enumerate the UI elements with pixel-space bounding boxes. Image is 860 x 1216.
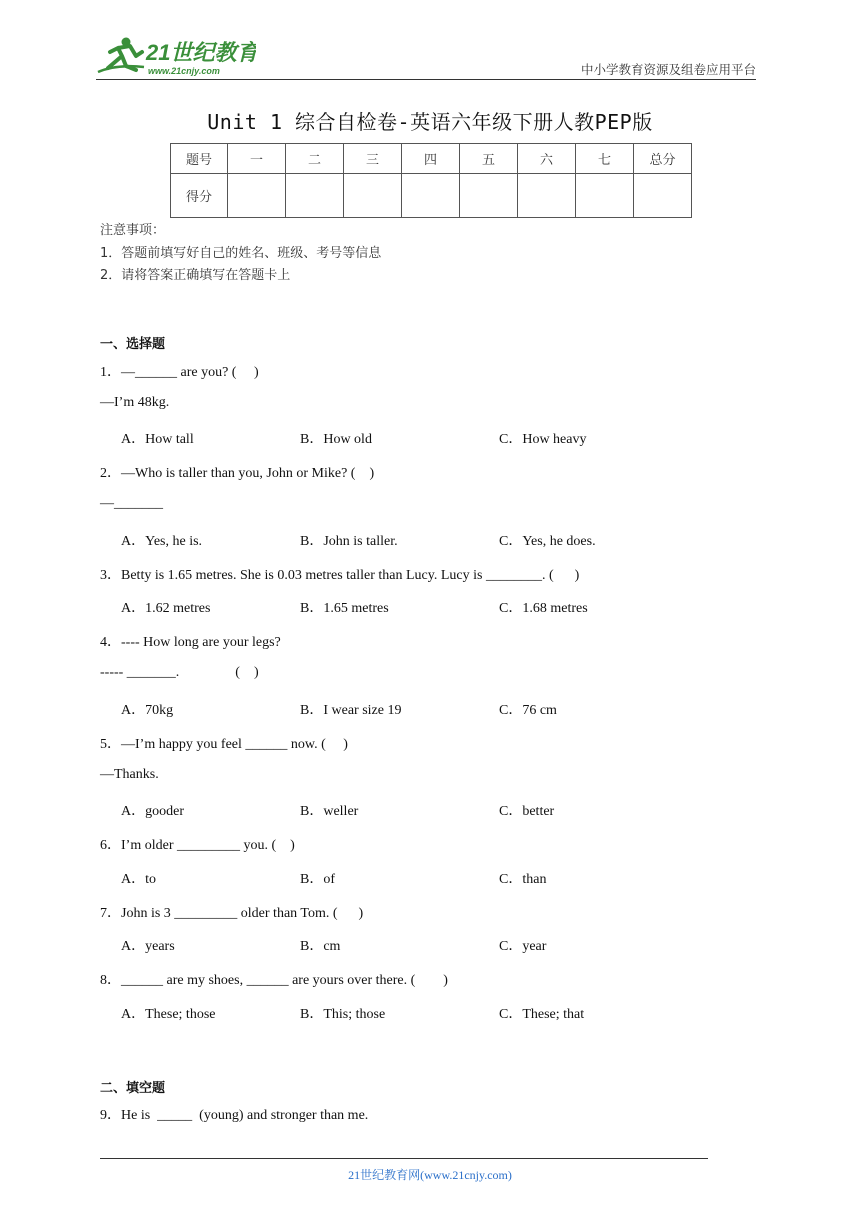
score-cell: 七 — [576, 144, 634, 174]
runner-icon — [98, 38, 144, 73]
score-input-cell[interactable] — [518, 174, 576, 218]
option-c[interactable]: C．These; that — [499, 1007, 585, 1022]
section-title-choice: 一、选择题 — [100, 337, 166, 352]
question-line: 7．John is 3 _________ older than Tom. ( ) — [100, 906, 364, 921]
logo-text: 21世纪教育 — [146, 40, 256, 65]
score-input-cell[interactable] — [634, 174, 692, 218]
site-logo — [96, 34, 256, 80]
question-line: 4．---- How long are your legs? — [100, 635, 281, 650]
option-a[interactable]: A．70kg — [121, 703, 174, 718]
option-c[interactable]: C．year — [499, 939, 547, 954]
footer-link[interactable]: 21世纪教育网(www.21cnjy.com) — [348, 1168, 512, 1182]
notes — [100, 220, 381, 288]
option-b[interactable]: B．of — [300, 872, 335, 887]
question-line: —I’m 48kg. — [100, 395, 170, 410]
score-input-cell[interactable] — [402, 174, 460, 218]
question-line: 1．—______ are you? ( ) — [100, 365, 259, 380]
option-b[interactable]: B．John is taller. — [300, 534, 398, 549]
score-cell: 四 — [402, 144, 460, 174]
question-line: 2．—Who is taller than you, John or Mike? ( ) — [100, 466, 375, 481]
footer-divider — [100, 1158, 708, 1159]
option-c[interactable]: C．Yes, he does. — [499, 534, 596, 549]
score-table — [170, 143, 692, 218]
score-input-cell[interactable] — [344, 174, 402, 218]
option-b[interactable]: B．How old — [300, 432, 372, 447]
score-cell: 二 — [286, 144, 344, 174]
option-a[interactable]: A．1.62 metres — [121, 601, 211, 616]
question-line: 6．I’m older _________ you. ( ) — [100, 838, 295, 853]
option-a[interactable]: A．These; those — [121, 1007, 216, 1022]
option-a[interactable]: A．Yes, he is. — [121, 534, 203, 549]
notes-item: 2．请将答案正确填写在答题卡上 — [100, 268, 291, 283]
option-a[interactable]: A．How tall — [121, 432, 194, 447]
question-line: 5．—I’m happy you feel ______ now. ( ) — [100, 737, 348, 752]
question-line: 8．______ are my shoes, ______ are yours over there. ( ) — [100, 973, 448, 988]
option-c[interactable]: C．How heavy — [499, 432, 587, 447]
page-title: Unit 1 综合自检卷-英语六年级下册人教PEP版 — [207, 110, 653, 134]
score-input-cell[interactable] — [286, 174, 344, 218]
score-cell: 三 — [344, 144, 402, 174]
option-b[interactable]: B．weller — [300, 804, 359, 819]
question-line: ----- _______. ( ) — [100, 665, 259, 680]
option-c[interactable]: C．76 cm — [499, 703, 557, 718]
score-cell: 六 — [518, 144, 576, 174]
option-b[interactable]: B．This; those — [300, 1007, 386, 1022]
question-line: 3．Betty is 1.65 metres. She is 0.03 metres taller than Lucy. Lucy is ________. ( ) — [100, 568, 580, 583]
section-title-fill: 二、填空题 — [100, 1081, 166, 1096]
score-cell: 五 — [460, 144, 518, 174]
option-c[interactable]: C．than — [499, 872, 547, 887]
score-table-score-row — [171, 174, 692, 218]
score-cell: 一 — [228, 144, 286, 174]
score-cell: 题号 — [171, 144, 228, 174]
option-c[interactable]: C．better — [499, 804, 555, 819]
option-a[interactable]: A．to — [121, 872, 156, 887]
question-line: 9．He is _____ (young) and stronger than me. — [100, 1108, 369, 1123]
score-cell: 总分 — [634, 144, 692, 174]
question-line: —Thanks. — [100, 767, 159, 782]
option-a[interactable]: A．gooder — [121, 804, 184, 819]
logo-url: www.21cnjy.com — [148, 66, 220, 76]
question-line: —_______ — [100, 496, 163, 511]
header-platform-text: 中小学教育资源及组卷应用平台 — [580, 62, 756, 77]
score-row-label: 得分 — [171, 174, 228, 218]
notes-heading: 注意事项： — [100, 223, 166, 238]
score-input-cell[interactable] — [576, 174, 634, 218]
option-b[interactable]: B．cm — [300, 939, 341, 954]
score-input-cell[interactable] — [460, 174, 518, 218]
notes-item: 1．答题前填写好自己的姓名、班级、考号等信息 — [100, 245, 382, 261]
option-b[interactable]: B．I wear size 19 — [300, 703, 402, 718]
option-a[interactable]: A．years — [121, 939, 175, 954]
option-c[interactable]: C．1.68 metres — [499, 601, 588, 616]
header-divider — [96, 79, 756, 80]
option-b[interactable]: B．1.65 metres — [300, 601, 389, 616]
score-table-header-row — [171, 144, 692, 174]
score-input-cell[interactable] — [228, 174, 286, 218]
